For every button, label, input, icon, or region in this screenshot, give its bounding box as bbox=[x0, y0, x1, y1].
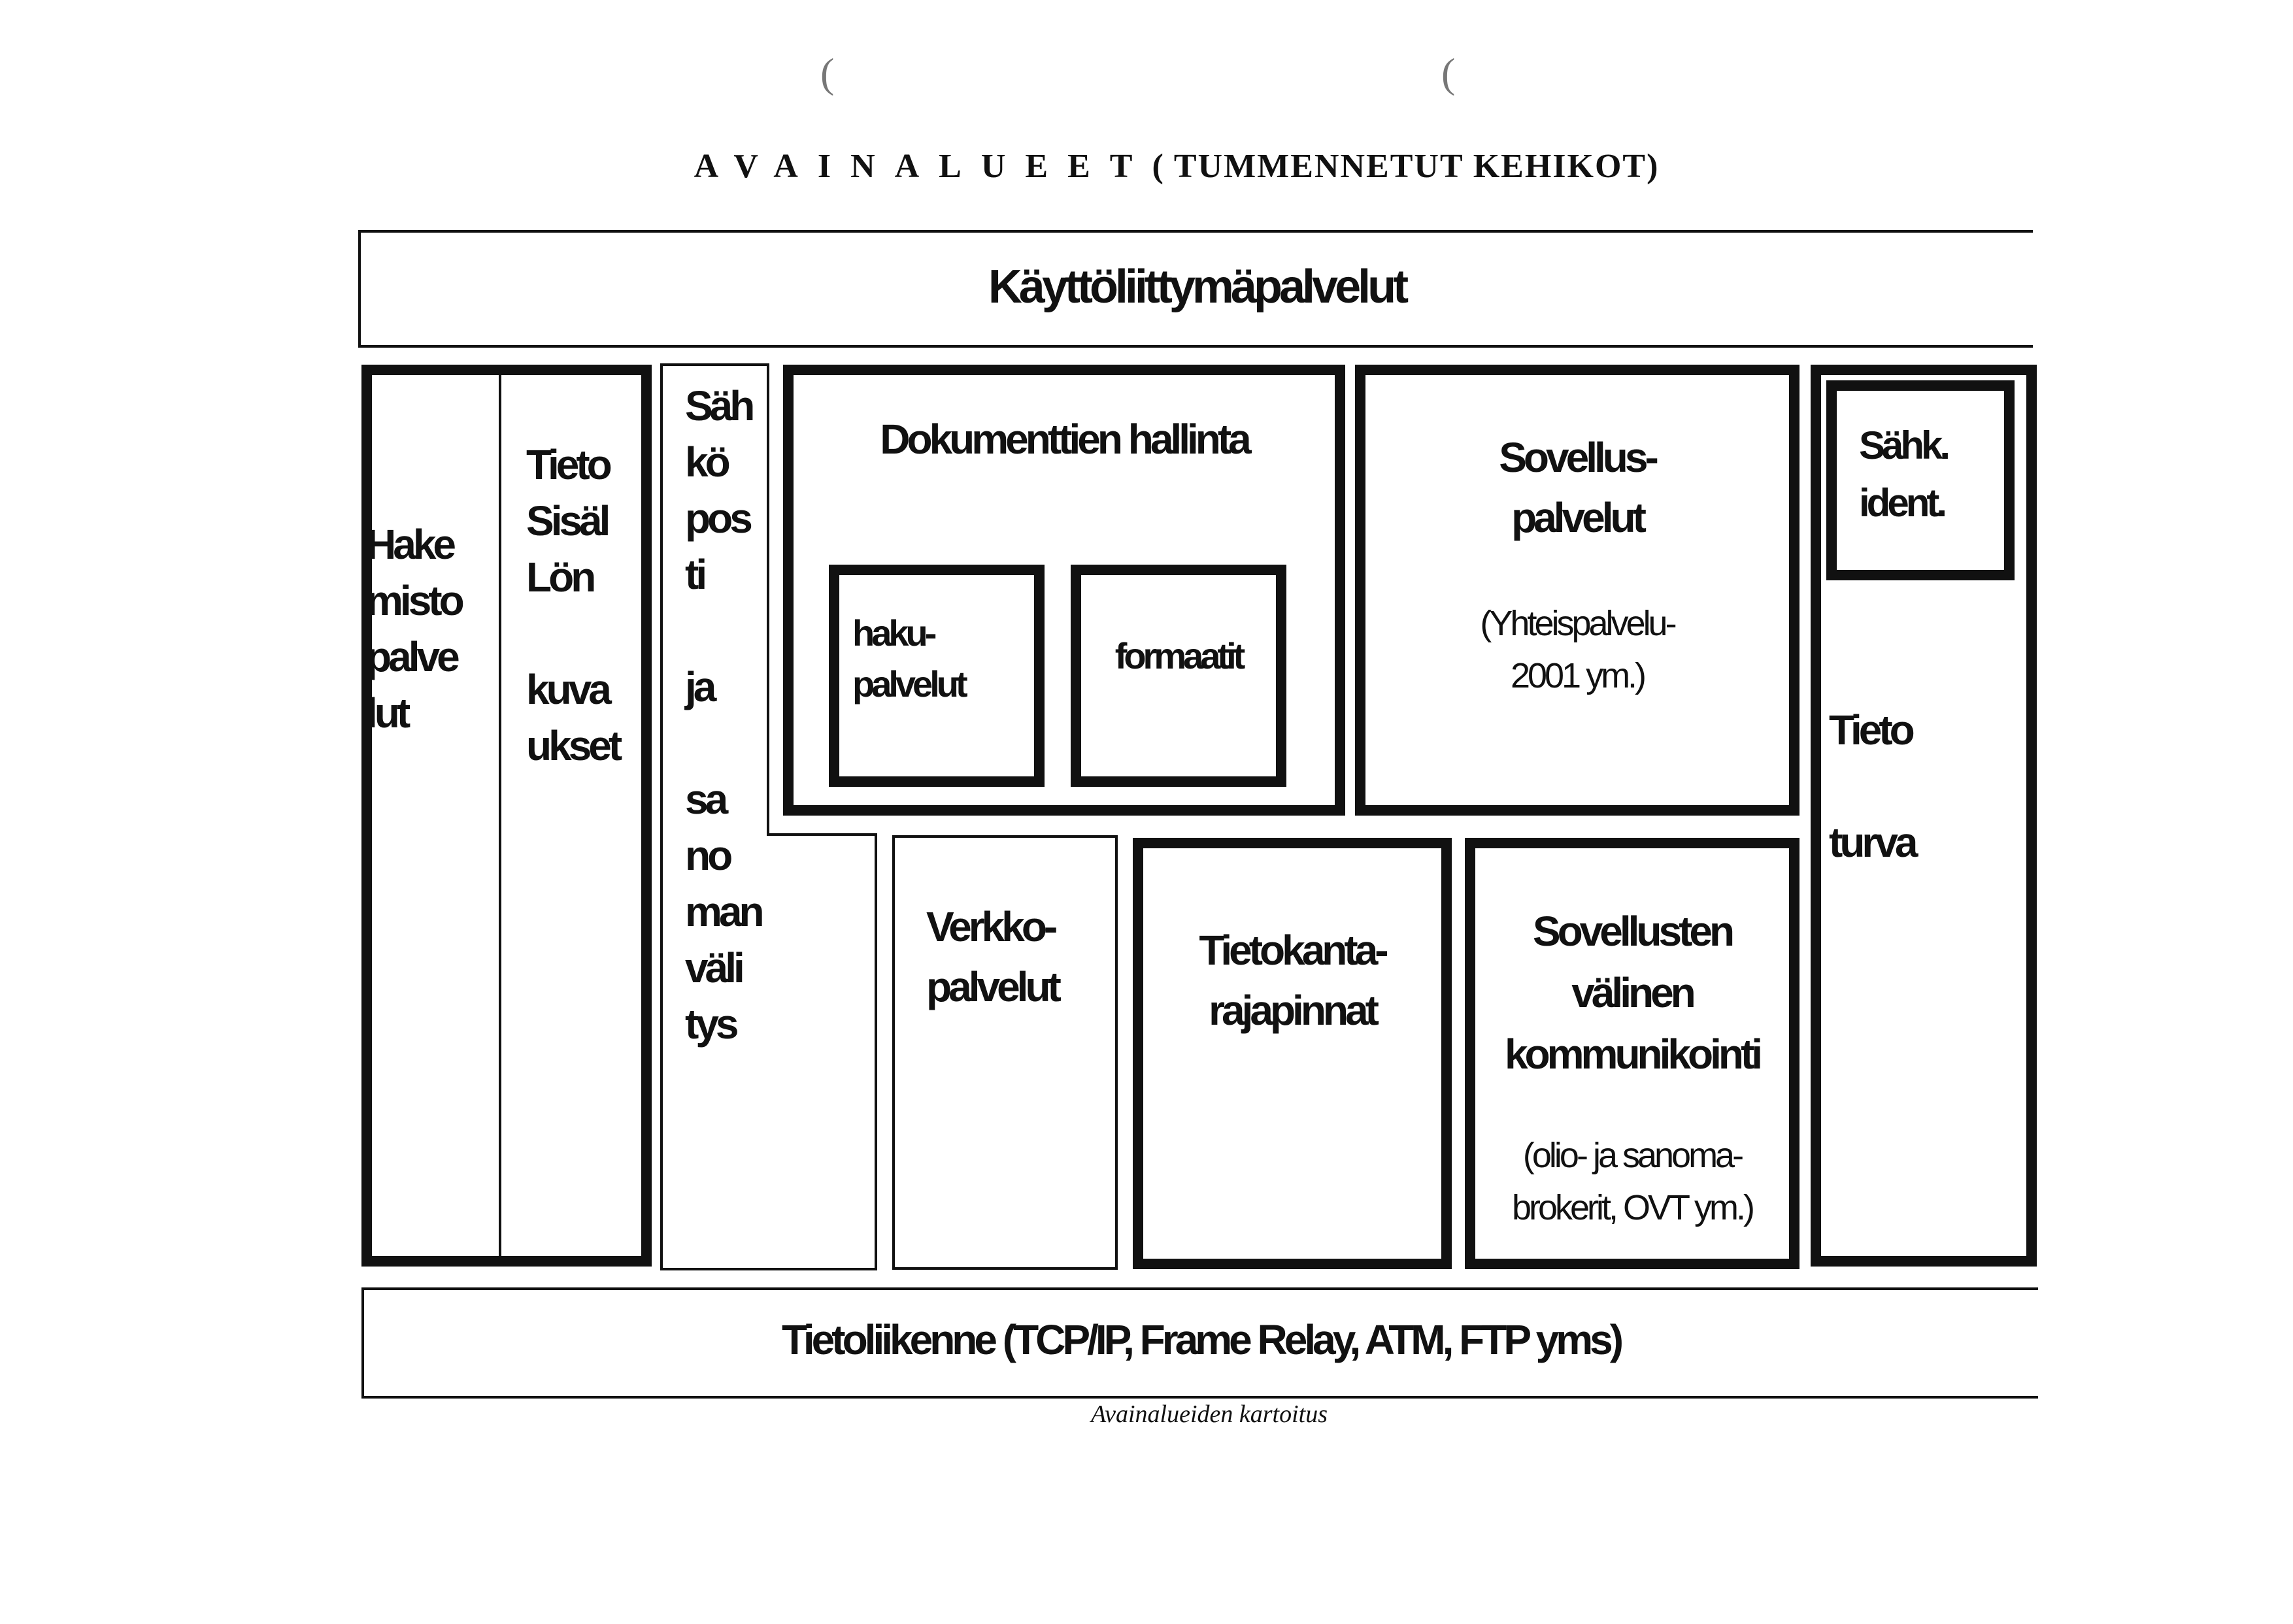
search-services-box bbox=[829, 565, 1045, 787]
inter-application-communication-note: (olio- ja sanoma- brokerit, OVT ym.) bbox=[1511, 1136, 1753, 1227]
search-services-label: haku- palvelut bbox=[852, 612, 965, 704]
figure-caption: Avainalueiden kartoitus bbox=[1090, 1400, 1328, 1428]
network-services-box bbox=[892, 835, 1118, 1270]
database-interfaces-label: Tietokanta- rajapinnat bbox=[1199, 927, 1386, 1034]
inter-application-communication-label: Sovellusten välinen kommunikointi bbox=[1504, 908, 1760, 1078]
content-description-label: Tieto Sisäl Lön kuva ukset bbox=[526, 441, 620, 769]
data-communications-band bbox=[361, 1287, 2038, 1399]
directory-services-label: Hake misto palve lut bbox=[366, 521, 461, 737]
paren-mark-left: ( bbox=[820, 50, 835, 96]
information-security-box bbox=[1811, 365, 2037, 1267]
application-services-box bbox=[1355, 365, 1799, 816]
electronic-identification-box bbox=[1826, 380, 2015, 580]
application-services-note: (Yhteispalvelu- 2001 ym.) bbox=[1480, 604, 1675, 695]
group-divider bbox=[499, 375, 501, 1256]
title-spaced: AVAINALUEET bbox=[694, 148, 1152, 185]
ui-services-band bbox=[358, 230, 2033, 348]
database-interfaces-box bbox=[1133, 838, 1452, 1269]
information-security-label: Tieto turva bbox=[1829, 706, 1915, 866]
diagram-title bbox=[360, 147, 1994, 186]
paren-mark-right: ( bbox=[1441, 50, 1456, 96]
title-rest: ( TUMMENNETUT KEHIKOT) bbox=[1152, 148, 1660, 185]
ui-services-label: Käyttöliittymäpalvelut bbox=[988, 261, 1406, 313]
formats-box bbox=[1071, 565, 1286, 787]
application-services-label: Sovellus- palvelut bbox=[1499, 434, 1656, 541]
electronic-identification-label: Sähk. ident. bbox=[1859, 423, 1948, 525]
document-management-box bbox=[783, 365, 1345, 816]
inter-application-communication-box bbox=[1465, 838, 1799, 1269]
data-communications-label: Tietoliikenne (TCP/IP, Frame Relay, ATM, FTP yms) bbox=[781, 1316, 1621, 1363]
network-services-label: Verkko- palvelut bbox=[926, 903, 1058, 1010]
document-management-label: Dokumenttien hallinta bbox=[880, 416, 1248, 463]
email-messaging-label: Säh kö pos ti ja sa no man väli tys bbox=[685, 382, 762, 1048]
formats-label: formaatit bbox=[1114, 635, 1243, 676]
